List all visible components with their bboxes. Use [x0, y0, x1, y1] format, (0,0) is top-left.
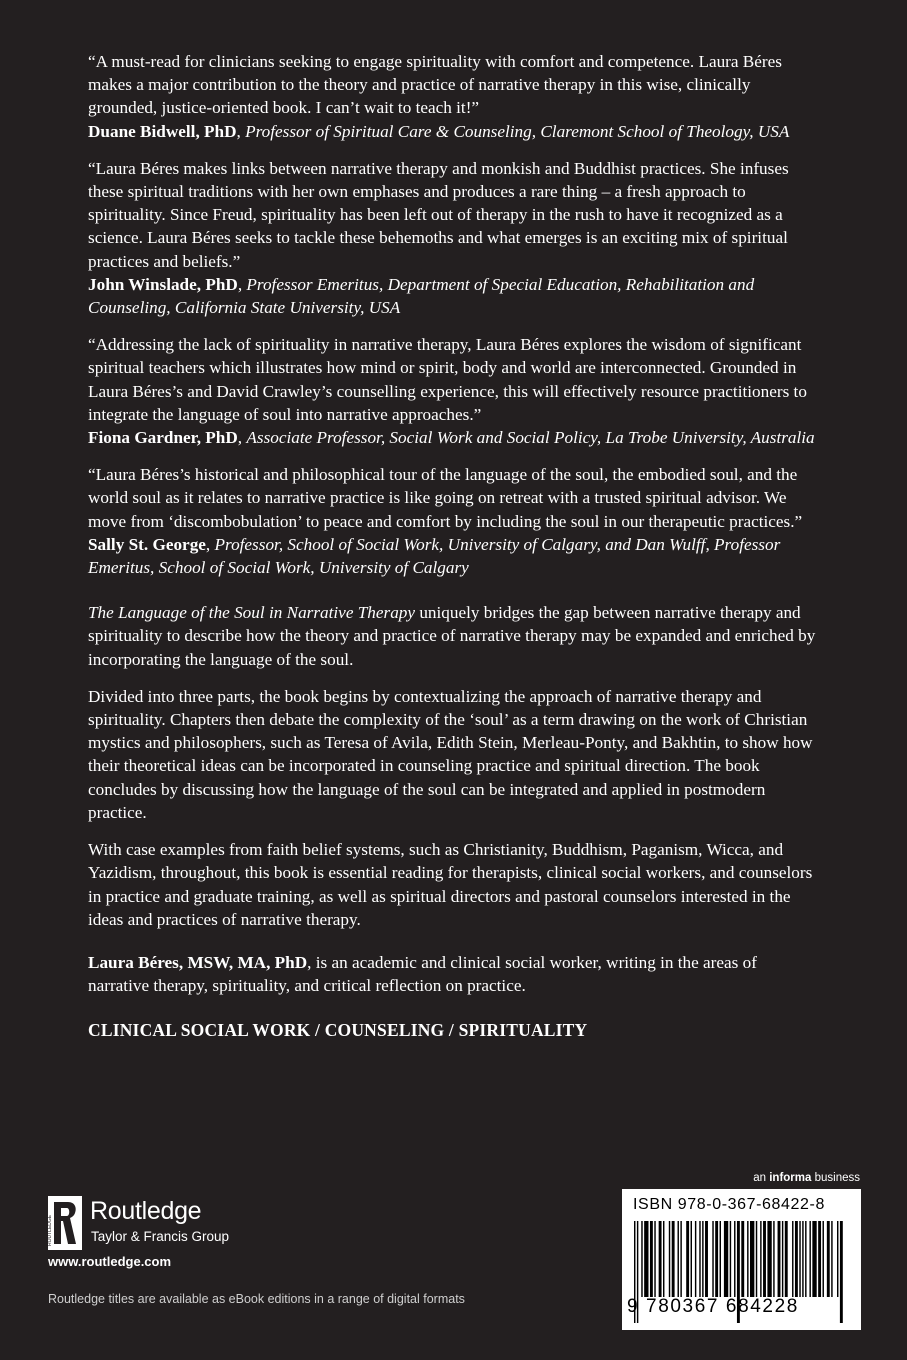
barcode-bar: [641, 1221, 642, 1297]
endorser-name: Fiona Gardner, PhD: [88, 428, 238, 448]
author-bio: [88, 951, 822, 997]
book-title: The Language of the Soul in Narrative Therapy: [88, 603, 416, 623]
endorsement-3: [88, 333, 822, 449]
endorsement-1: [88, 50, 822, 143]
barcode-bar: [702, 1221, 703, 1297]
informa-suffix: business: [811, 1172, 860, 1184]
endorser-name: John Winslade, PhD: [88, 274, 238, 294]
barcode-bar: [747, 1221, 748, 1297]
endorsement-quote: “Addressing the lack of spirituality in narrative therapy, Laura Béres explores the wisdom of significant spiritual teachers which illustrates how mind or spirit, body and world are interconnected. Grounded in Laura Béres’s and David Crawley’s counselling experience, this will effectively resource practitioners to integrate the language of soul into narrative approaches.”: [88, 335, 807, 424]
informa-prefix: an: [753, 1172, 770, 1184]
barcode-bar: [695, 1221, 696, 1297]
ebook-availability-note: Routledge titles are available as eBook editions in a range of digital formats: [48, 1292, 465, 1306]
description-paragraph-3: With case examples from faith belief systems, such as Christianity, Buddhism, Paganism, Wicca, and Yazidism, throughout, this book is essential reading for therapists, clinical social workers, and counselors in practice and graduate training, as well as spiritual directors and pastoral counselors interested in the ideas and practices of narrative therapy.: [88, 840, 813, 929]
barcode-bar: [778, 1221, 781, 1297]
barcode-bar: [756, 1221, 757, 1297]
endorsement-quote: “A must-read for clinicians seeking to engage spirituality with comfort and competence. Laura Béres makes a major contribution to the theory and practice of narrative therapy in this wise, clinically grounded, justice-oriented book. I can’t wait to teach it!”: [88, 52, 782, 118]
barcode-bar: [760, 1221, 761, 1297]
barcode-bar: [802, 1221, 803, 1297]
routledge-logo: [48, 1196, 238, 1256]
barcode-bar: [730, 1221, 731, 1297]
barcode-bar: [785, 1221, 788, 1297]
barcode-bar: [654, 1221, 655, 1297]
barcode-bar: [650, 1221, 653, 1297]
barcode-bar: [837, 1221, 838, 1297]
barcode-bar: [750, 1221, 754, 1297]
endorser-affiliation: Professor, School of Social Work, University of Calgary, and Dan Wulff, Professor Emeritus, School of Social Work, University of Calgary: [88, 534, 781, 578]
barcode-bar: [678, 1221, 679, 1297]
barcode-bar: [763, 1221, 766, 1297]
svg-text:ROUTLEDGE: ROUTLEDGE: [47, 1214, 53, 1246]
barcode-bar: [720, 1221, 721, 1297]
barcode-bar: [823, 1221, 824, 1297]
endorsement-attribution: Duane Bidwell, PhD, Professor of Spiritual Care & Counseling, Claremont School of Theology, USA: [88, 121, 790, 141]
barcode-bar: [840, 1221, 843, 1323]
barcode-bar: [699, 1221, 700, 1297]
barcode-digits: 9 780367 684228: [627, 1296, 799, 1317]
author-bio-text: , is an academic and clinical social worker, writing in the areas of narrative therapy, spirituality, and critical reflection on practice.: [88, 952, 757, 996]
informa-business-label: [753, 1172, 860, 1184]
barcode-bar: [686, 1221, 689, 1297]
description-text: uniquely bridges the gap between narrative therapy and spirituality to describe how the theory and practice of narrative therapy may be expanded and enriched by incorporating the language of the soul.: [88, 603, 816, 669]
barcode-bar: [827, 1221, 830, 1297]
routledge-head-icon: [48, 1196, 82, 1250]
endorser-name: Duane Bidwell, PhD: [88, 121, 237, 141]
barcode-bar: [805, 1221, 806, 1297]
endorsement-quote: “Laura Béres makes links between narrative therapy and monkish and Buddhist practices. She infuses these spiritual traditions with her own emphases and produces a rare thing – a fresh approach to spirituality. Since Freud, spirituality has been left out of therapy in the rush to have it recognized as a science. Laura Béres seeks to tackle these behemoths and what emerges is an exciting mix of spiritual practices and beliefs.”: [88, 158, 789, 271]
description-paragraph-2: Divided into three parts, the book begins by contextualizing the approach of narrative therapy and spirituality. Chapters then debate the complexity of the ‘soul’ as a term drawing on the work of Christian mystics and philosophers, such as Teresa of Avila, Edith Stein, Merleau-Ponty, and Bakhtin, to show how their theoretical ideas can be incorporated in counseling practice and spiritual direction. The book concludes by discussing how the language of the soul can be integrated and applied in postmodern practice.: [88, 686, 813, 822]
endorser-affiliation: Professor of Spiritual Care & Counseling, Claremont School of Theology, USA: [245, 121, 790, 141]
barcode-bar: [669, 1221, 670, 1297]
endorsement-quote: “Laura Béres’s historical and philosophical tour of the language of the soul, the embodied soul, and the world soul as it relates to narrative practice is like going on retreat with a trusted spiritual advisor. We move from ‘discombobulation’ to peace and comfort by including the soul in our therapeutic practices.”: [88, 465, 803, 531]
barcode-bar: [799, 1221, 800, 1297]
endorser-affiliation: Associate Professor, Social Work and Social Policy, La Trobe University, Australia: [246, 428, 815, 448]
endorsement-attribution: John Winslade, PhD, Professor Emeritus, Department of Special Education, Rehabilitation and Counseling, California State University, USA: [88, 274, 755, 318]
barcode-bar: [691, 1221, 692, 1297]
barcode-bar: [734, 1221, 735, 1297]
barcode-bar: [812, 1221, 816, 1297]
author-name: Laura Béres, MSW, MA, PhD: [88, 952, 308, 972]
barcode-bar: [672, 1221, 675, 1297]
endorsement-4: [88, 463, 822, 579]
endorsement-2: [88, 157, 822, 319]
endorser-affiliation: Professor Emeritus, Department of Special Education, Rehabilitation and Counseling, California State University, USA: [88, 274, 755, 318]
barcode-bar: [795, 1221, 798, 1297]
barcode-bar: [792, 1221, 793, 1297]
barcode-bar: [741, 1221, 744, 1297]
publisher-website: www.routledge.com: [48, 1254, 172, 1269]
endorsement-attribution: Fiona Gardner, PhD, Associate Professor, Social Work and Social Policy, La Trobe University, Australia: [88, 428, 815, 448]
barcode-bar: [773, 1221, 774, 1297]
publisher-group: Taylor & Francis Group: [91, 1229, 230, 1244]
barcode-bar: [712, 1221, 713, 1297]
description-paragraph-1: [88, 601, 822, 671]
barcode-bar: [809, 1221, 810, 1297]
barcode-bar: [663, 1221, 664, 1297]
isbn-label: ISBN 978-0-367-68422-8: [633, 1196, 825, 1213]
barcode-bar: [715, 1221, 718, 1297]
endorsement-attribution: Sally St. George, Professor, School of Social Work, University of Calgary, and Dan Wulff, Professor Emeritus, School of Social Work, University of Calgary: [88, 534, 781, 578]
barcode-bar: [644, 1221, 648, 1297]
subject-categories: CLINICAL SOCIAL WORK / COUNSELING / SPIRITUALITY: [88, 1020, 588, 1041]
endorser-name: Sally St. George: [88, 534, 206, 554]
barcode-bar: [724, 1221, 728, 1297]
barcode-bar: [831, 1221, 832, 1297]
informa-brand: informa: [769, 1172, 812, 1184]
barcode-bar: [659, 1221, 662, 1297]
back-cover-footer: [0, 1168, 907, 1360]
publisher-name: Routledge: [90, 1197, 202, 1225]
barcode-bar: [782, 1221, 783, 1297]
back-cover-text: [88, 50, 822, 1043]
barcode-bar: [680, 1221, 681, 1297]
barcode-bar: [818, 1221, 821, 1297]
barcode-bar: [705, 1221, 708, 1297]
isbn-barcode: [622, 1189, 861, 1330]
barcode-bar: [767, 1221, 771, 1297]
